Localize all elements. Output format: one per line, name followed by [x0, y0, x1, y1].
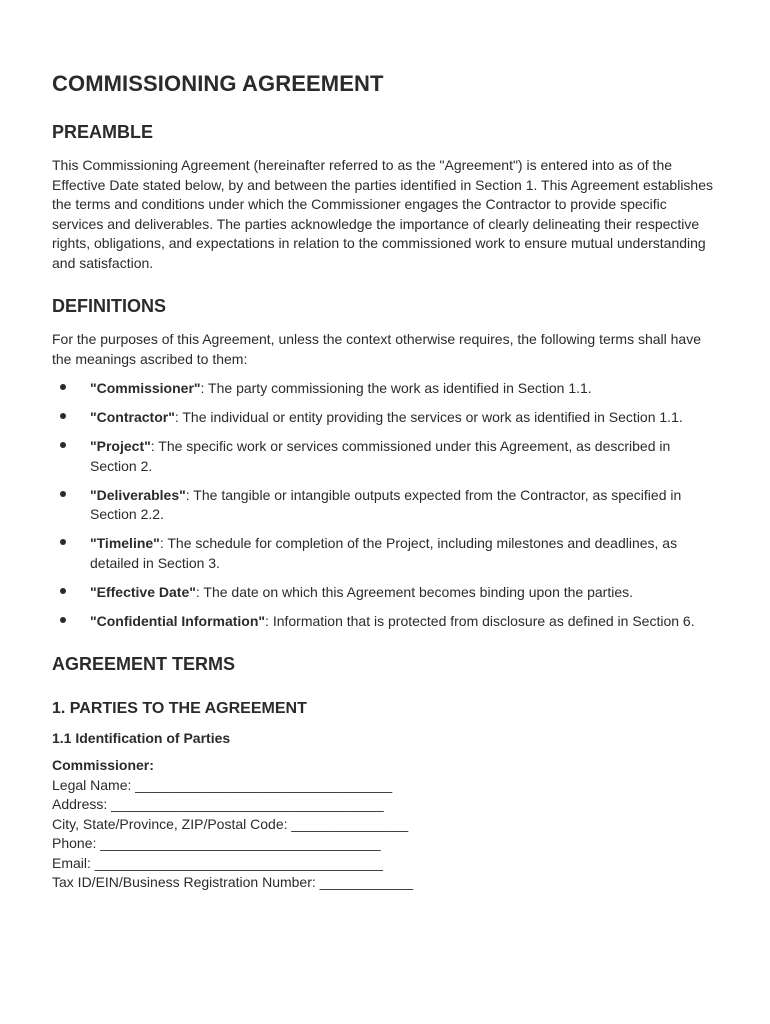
document-title: COMMISSIONING AGREEMENT [52, 71, 384, 96]
bullet-icon [60, 442, 66, 448]
address-field: Address: ___________________________________ [52, 796, 384, 812]
definition-text: : Information that is protected from disclosure as defined in Section 6. [265, 612, 695, 629]
definition-text: : The party commissioning the work as identified in Section 1.1. [200, 380, 592, 396]
agreement-terms-section [52, 653, 720, 893]
definition-item [52, 612, 720, 632]
bullet-icon [60, 539, 66, 545]
preamble-text: This Commissioning Agreement (hereinafter referred to as the "Agreement") is entered into as of the Effective Date stated below, by and between the parties identified in Section 1. This Agreement establishes the terms and conditions under which the Commissioner engages the Contractor to provide specific services and deliverables. The parties acknowledge the importance of clearly delineating their respective rights, obligations, and expectations in relation to the commissioned work to ensure mutual understanding and satisfaction. [52, 157, 714, 271]
agreement-terms-heading: AGREEMENT TERMS [52, 654, 236, 674]
bullet-icon [60, 588, 66, 594]
definition-item [52, 408, 720, 428]
subsection-1-1-heading: 1.1 Identification of Parties [52, 730, 231, 746]
bullet-icon [60, 491, 66, 497]
definition-item [52, 583, 720, 603]
definition-term: "Effective Date" [90, 583, 196, 600]
preamble-heading: PREAMBLE [52, 122, 154, 142]
definition-term: "Contractor" [90, 409, 175, 425]
definition-term: "Commissioner" [90, 380, 201, 396]
definition-term: "Project" [90, 438, 151, 454]
definition-item [52, 437, 720, 476]
definition-term: "Deliverables" [90, 486, 186, 503]
definitions-section [52, 295, 720, 631]
bullet-icon [60, 413, 66, 419]
definition-item [52, 534, 720, 573]
bullet-icon [60, 384, 66, 390]
definitions-list [52, 379, 720, 631]
legal-name-field: Legal Name: _________________________________ [52, 776, 393, 793]
definitions-heading: DEFINITIONS [52, 296, 167, 316]
commissioner-label: Commissioner: [52, 757, 154, 773]
definition-term: "Confidential Information" [90, 612, 266, 629]
definition-item [52, 379, 720, 399]
definition-text: : The schedule for completion of the Project, including milestones and deadlines, as detailed in Section 3. [90, 535, 678, 571]
definition-text: : The tangible or intangible outputs expected from the Contractor, as specified in Section 2.2. [90, 486, 682, 522]
preamble-section [52, 121, 720, 273]
tax-id-field: Tax ID/EIN/Business Registration Number: ____________ [52, 874, 414, 890]
definitions-intro: For the purposes of this Agreement, unless the context otherwise requires, the following terms shall have the meanings ascribed to them: [52, 331, 702, 367]
email-field: Email: _____________________________________ [52, 854, 383, 871]
definition-text: : The date on which this Agreement becomes binding upon the parties. [195, 583, 634, 600]
section-1-heading: 1. PARTIES TO THE AGREEMENT [52, 700, 307, 717]
city-state-zip-field: City, State/Province, ZIP/Postal Code: _______________ [52, 815, 409, 832]
definition-text: : The individual or entity providing the services or work as identified in Section 1.1. [174, 409, 683, 425]
definition-text: : The specific work or services commissioned under this Agreement, as described in Section 2. [90, 438, 671, 474]
bullet-icon [60, 617, 66, 623]
definition-item [52, 486, 720, 525]
phone-field: Phone: ____________________________________ [52, 835, 381, 851]
definition-term: "Timeline" [90, 535, 160, 551]
